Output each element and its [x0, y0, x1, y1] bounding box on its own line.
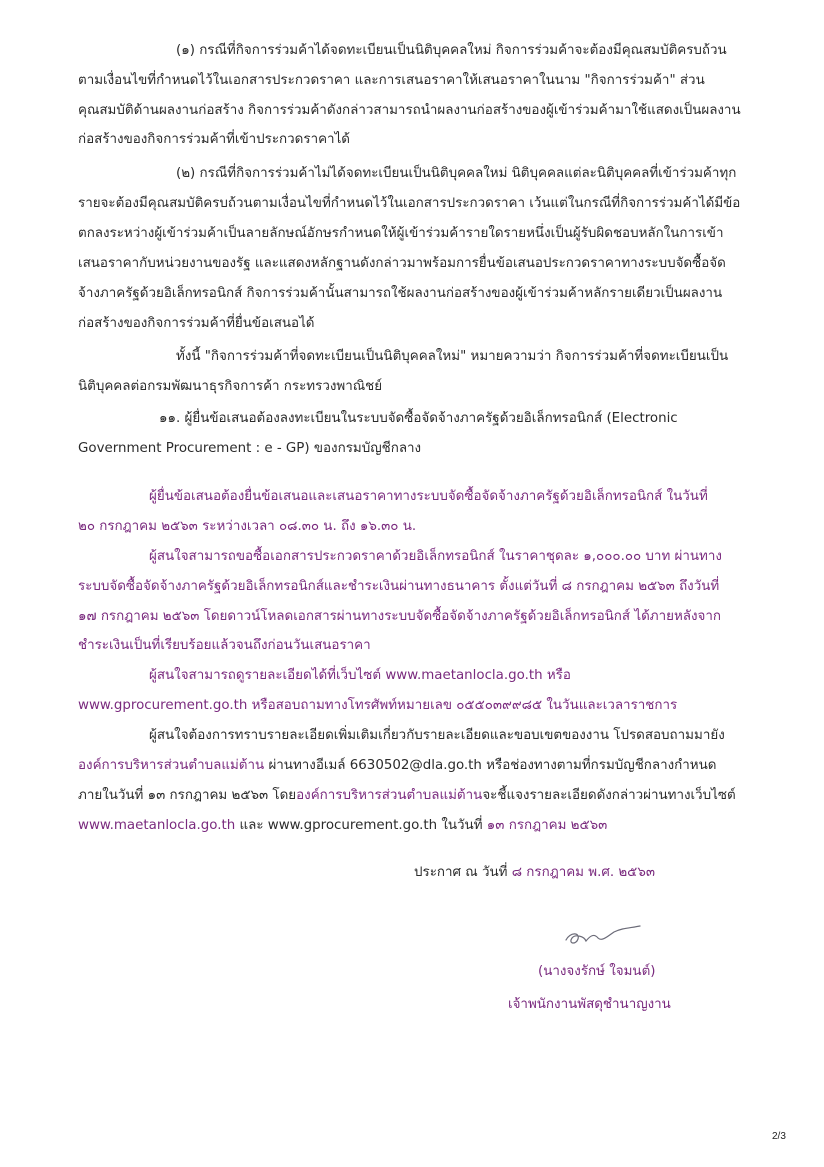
- purchase-line4: ชำระเงินเป็นที่เรียบร้อยแล้วจนถึงก่อนวันเสนอราคา: [78, 638, 371, 653]
- details-line4: [78, 817, 607, 835]
- gprocurement-text: และ www.gprocurement.go.th ในวันที่: [235, 818, 487, 833]
- submission-line1: ผู้ยื่นข้อเสนอต้องยื่นข้อเสนอและเสนอราคาทางระบบจัดซื้อจัดจ้างภาครัฐด้วยอิเล็กทรอนิกส์ ในวันที่: [149, 489, 708, 504]
- item11-line1: ๑๑. ผู้ยื่นข้อเสนอต้องลงทะเบียนในระบบจัดซื้อจัดจ้างภาครัฐด้วยอิเล็กทรอนิกส์ (Electronic: [159, 411, 678, 426]
- para2-line4: เสนอราคากับหน่วยงานของรัฐ และแสดงหลักฐานดังกล่าวมาพร้อมการยื่นข้อเสนอประกวดราคาทางระบบจัดซื้อจัด: [78, 256, 726, 271]
- website-link: www.maetanlocla.go.th: [78, 818, 236, 833]
- page-number: 2/3: [772, 1131, 786, 1142]
- para2-line1: (๒) กรณีที่กิจการร่วมค้าไม่ได้จดทะเบียนเป็นนิติบุคคลใหม่ นิติบุคคลแต่ละนิติบุคคลที่เข้าร่วมค้าทุก: [176, 166, 737, 181]
- purchase-line3: ๑๗ กรกฎาคม ๒๕๖๓ โดยดาวน์โหลดเอกสารผ่านทางระบบจัดซื้อจัดจ้างภาครัฐด้วยอิเล็กทรอนิกส์ ได้ภายหลังจาก: [78, 609, 722, 624]
- announcement-date: ๘ กรกฎาคม พ.ศ. ๒๕๖๓: [511, 865, 655, 880]
- announcement-prefix: ประกาศ ณ วันที่: [414, 865, 512, 880]
- para3-line2: นิติบุคคลต่อกรมพัฒนาธุรกิจการค้า กระทรวงพาณิชย์: [78, 379, 383, 394]
- purchase-line1: ผู้สนใจสามารถขอซื้อเอกสารประกวดราคาด้วยอิเล็กทรอนิกส์ ในราคาชุดละ ๑,๐๐๐.๐๐ บาท ผ่านทาง: [149, 549, 722, 564]
- para2-line2: รายจะต้องมีคุณสมบัติครบถ้วนตามเงื่อนไขที่กำหนดไว้ในเอกสารประกวดราคา เว้นแต่ในกรณีที่กิจการร่วมค้าได้มีข้อ: [78, 196, 741, 211]
- purchase-line2: ระบบจัดซื้อจัดจ้างภาครัฐด้วยอิเล็กทรอนิกส์และชำระเงินผ่านทางธนาคาร ตั้งแต่วันที่ ๘ กรกฎาคม ๒๕๖๓ ถึงวันที่: [78, 579, 720, 594]
- para1-line3: คุณสมบัติด้านผลงานก่อสร้าง กิจการร่วมค้าดังกล่าวสามารถนำผลงานก่อสร้างของผู้เข้าร่วมค้ามาใช้แสดงเป็นผลงาน: [78, 103, 741, 118]
- website-line1: ผู้สนใจสามารถดูรายละเอียดได้ที่เว็บไซต์ www.maetanlocla.go.th หรือ: [149, 668, 571, 683]
- para1-line2: ตามเงื่อนไขที่กำหนดไว้ในเอกสารประกวดราคา และการเสนอราคาให้เสนอราคาในนาม "กิจการร่วมค้า" ส่วน: [78, 73, 705, 88]
- website-line2: www.gprocurement.go.th หรือสอบถามทางโทรศัพท์หมายเลข ๐๕๕๐๓๙๙๘๕ ในวันและเวลาราชการ: [78, 698, 678, 713]
- org-name: องค์การบริหารส่วนตำบลแม่ต้าน: [296, 788, 483, 803]
- email-contact: ผ่านทางอีเมล์ 6630502@dla.go.th หรือช่องทางตามที่กรมบัญชีกลางกำหนด: [264, 758, 717, 773]
- para1-line1: (๑) กรณีที่กิจการร่วมค้าได้จดทะเบียนเป็นนิติบุคคลใหม่ กิจการร่วมค้าจะต้องมีคุณสมบัติครบถ้วน: [176, 43, 727, 58]
- details-line1: ผู้สนใจต้องการทราบรายละเอียดเพิ่มเติมเกี่ยวกับรายละเอียดและขอบเขตของงาน โปรดสอบถามมายัง: [149, 728, 725, 743]
- para3-line1: ทั้งนี้ "กิจการร่วมค้าที่จดทะเบียนเป็นนิติบุคคลใหม่" หมายความว่า กิจการร่วมค้าที่จดทะเบียนเป็น: [176, 349, 729, 364]
- signatory-position: เจ้าพนักงานพัสดุชำนาญงาน: [508, 997, 671, 1012]
- signatory-name: (นางจงรักษ์ ใจมนต์): [538, 964, 656, 979]
- para2-line5: จ้างภาครัฐด้วยอิเล็กทรอนิกส์ กิจการร่วมค้านั้นสามารถใช้ผลงานก่อสร้างของผู้เข้าร่วมค้าหลักรายเดียวเป็นผลงาน: [78, 286, 723, 301]
- para2-line6: ก่อสร้างของกิจการร่วมค้าที่ยื่นข้อเสนอได้: [78, 316, 315, 331]
- submission-line2: ๒๐ กรกฎาคม ๒๕๖๓ ระหว่างเวลา ๐๘.๓๐ น. ถึง ๑๖.๓๐ น.: [78, 519, 417, 534]
- deadline-text: ภายในวันที่ ๑๓ กรกฎาคม ๒๕๖๓ โดย: [78, 788, 297, 803]
- details-line2: [78, 757, 716, 775]
- announcement-date-line: [414, 864, 655, 882]
- item11-line2: Government Procurement : e - GP) ของกรมบัญชีกลาง: [78, 441, 422, 456]
- para1-line4: ก่อสร้างของกิจการร่วมค้าที่เข้าประกวดราคาได้: [78, 132, 350, 147]
- para2-line3: ตกลงระหว่างผู้เข้าร่วมค้าเป็นลายลักษณ์อักษรกำหนดให้ผู้เข้าร่วมค้ารายใดรายหนึ่งเป็นผู้รับผิดชอบหลักในการเข้า: [78, 226, 724, 241]
- clarify-date: ๑๓ กรกฎาคม ๒๕๖๓: [486, 818, 608, 833]
- signature-image: [560, 924, 644, 952]
- org-name: องค์การบริหารส่วนตำบลแม่ต้าน: [78, 758, 265, 773]
- details-line3: [78, 787, 736, 805]
- clarify-text: จะชี้แจงรายละเอียดดังกล่าวผ่านทางเว็บไซต์: [482, 788, 736, 803]
